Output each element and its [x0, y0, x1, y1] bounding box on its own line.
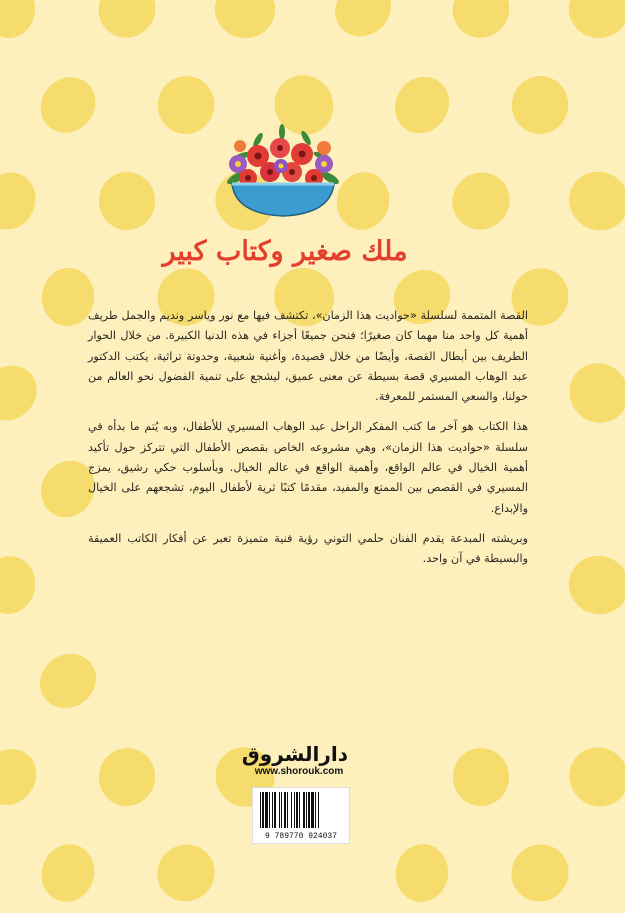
barcode-bar — [299, 792, 300, 828]
background-dot — [0, 551, 41, 619]
book-title: ملك صغير وكتاب كبير — [162, 236, 408, 267]
barcode-bar — [272, 792, 273, 828]
barcode-number: 9 789770 924037 — [264, 832, 337, 841]
background-dot — [392, 840, 453, 905]
background-dot — [557, 735, 625, 818]
background-dot — [98, 172, 155, 231]
background-dot — [34, 837, 102, 908]
blurb-paragraph-3: وبريشته المبدعة يقدم الفنان حلمي التوني رؤية فنية متميزة تعبر عن أفكار الكاتب العميقة والبسيطة في آن واحد. — [88, 531, 528, 566]
background-dot — [324, 0, 402, 48]
barcode-bar — [274, 792, 276, 828]
background-dot — [441, 161, 521, 241]
barcode-bar — [287, 792, 288, 828]
background-dot — [566, 0, 625, 41]
background-dot — [150, 68, 222, 141]
flower-bowl-illustration — [218, 120, 348, 220]
background-dot — [384, 66, 459, 143]
publisher-website: www.shorouk.com — [254, 766, 344, 777]
barcode-bar — [306, 792, 307, 828]
book-blurb — [88, 306, 528, 580]
barcode-bar — [308, 792, 310, 828]
barcode-bar — [318, 792, 319, 828]
barcode-bar — [291, 792, 292, 828]
background-dot — [0, 354, 48, 432]
barcode-bar — [303, 792, 305, 828]
background-dot — [0, 164, 45, 238]
background-dot — [617, 448, 625, 530]
barcode-bar — [279, 792, 280, 828]
publisher-name: دارالشروق — [241, 742, 348, 766]
background-dot — [559, 161, 625, 241]
background-dot — [507, 72, 572, 139]
barcode-bar — [269, 792, 270, 828]
barcode-bar — [284, 792, 286, 828]
background-dot — [209, 0, 282, 44]
barcode-bars — [258, 792, 344, 830]
barcode-bar — [262, 792, 264, 828]
background-dot — [500, 833, 581, 913]
publisher-logo — [241, 742, 348, 777]
barcode-bar — [311, 792, 314, 828]
barcode-bar — [260, 792, 261, 828]
background-dot — [616, 63, 625, 147]
background-dot — [443, 0, 520, 48]
blurb-paragraph-1: القصة المتممة لسلسلة «حواديت هذا الزمان»، تكتشف فيها مع نور وياسر ونديم والجمل طريف أهمية كل واحد منا مهما كان صغيرًا؛ فنحن جميعًا أجزاء في هذه الدنيا الكبيرة. من خلال الحوار الطريف بين أبطال القصة، وأيضًا من خلال قصيدة، وأغنية شعبية، وحدوتة تراثية، يكتب الدكتور عبد الوهاب المسيري قصة بسيطة عن معنى عميق، ليشجع على تنمية الفضول نحو العالم من حولنا، والسعي المستمر للمعرفة. — [88, 309, 528, 404]
background-dot — [29, 66, 107, 144]
barcode-bar — [294, 792, 295, 828]
background-dot — [87, 0, 167, 49]
background-dot — [562, 548, 625, 621]
isbn-barcode — [252, 787, 350, 844]
background-dot — [451, 746, 511, 808]
background-dot — [29, 643, 107, 719]
blurb-paragraph-2: هذا الكتاب هو آخر ما كتب المفكر الراحل عبد الوهاب المسيري للأطفال، وبه يُتم ما بدأه في سلسلة «حواديت هذا الزمان»، وهي مشروعه الخاص بقصص الأطفال التي تتركز حول تأكيد أهمية الخيال في عالم الواقع، وأهمية الواقع في عالم الخيال. وبأسلوب حكي رشيق، يمزج المسيري في القصص بين الممتع والمفيد، مقدمًا كتبًا ثرية لأطفال اليوم، تشجعهم على الخيال والإبداع. — [88, 420, 528, 515]
background-dot — [618, 640, 625, 722]
barcode-bar — [265, 792, 268, 828]
barcode-bar — [296, 792, 298, 828]
background-dot — [93, 742, 161, 811]
barcode-bar — [281, 792, 282, 828]
background-dot — [0, 0, 35, 38]
background-dot — [558, 351, 625, 434]
background-dot — [619, 835, 625, 912]
background-dot — [0, 738, 47, 816]
barcode-bar — [315, 792, 316, 828]
background-dot — [146, 833, 226, 912]
